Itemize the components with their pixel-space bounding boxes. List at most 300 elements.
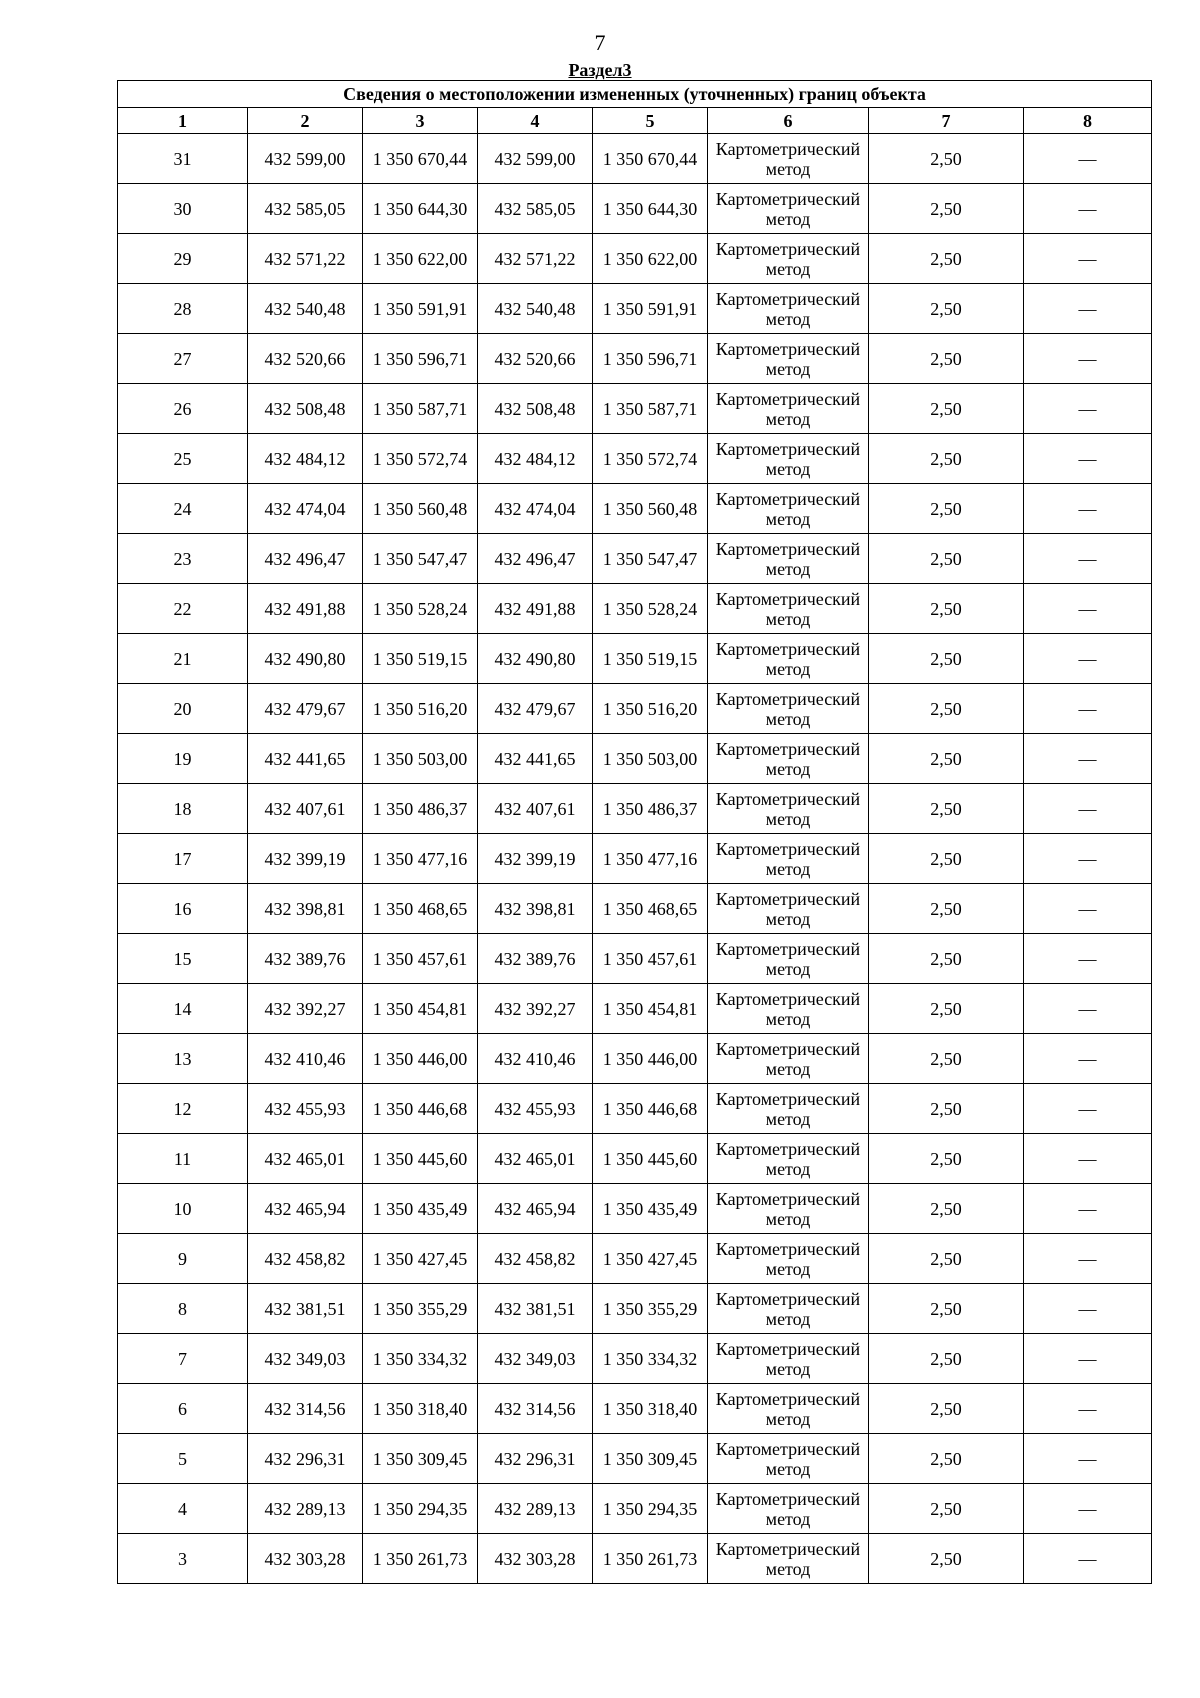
x-updated-cell: 432 496,47	[478, 534, 593, 584]
y-updated-cell: 1 350 446,68	[593, 1084, 708, 1134]
point-number-cell: 24	[118, 484, 248, 534]
y-existing-cell: 1 350 560,48	[363, 484, 478, 534]
note-cell: —	[1024, 884, 1152, 934]
y-updated-cell: 1 350 644,30	[593, 184, 708, 234]
table-row	[118, 384, 1152, 434]
y-existing-cell: 1 350 261,73	[363, 1534, 478, 1584]
note-cell: —	[1024, 1284, 1152, 1334]
note-cell: —	[1024, 1034, 1152, 1084]
y-updated-cell: 1 350 503,00	[593, 734, 708, 784]
note-cell: —	[1024, 184, 1152, 234]
method-text: Картометрический метод	[715, 1338, 861, 1379]
y-updated-cell: 1 350 516,20	[593, 684, 708, 734]
y-existing-cell: 1 350 334,32	[363, 1334, 478, 1384]
column-number-3: 3	[363, 108, 478, 134]
x-updated-cell: 432 540,48	[478, 284, 593, 334]
table-row	[118, 234, 1152, 284]
x-existing-cell: 432 490,80	[248, 634, 363, 684]
note-cell: —	[1024, 984, 1152, 1034]
table-row	[118, 834, 1152, 884]
point-number-cell: 6	[118, 1384, 248, 1434]
x-updated-cell: 432 465,01	[478, 1134, 593, 1184]
method-text: Картометрический метод	[715, 1238, 861, 1279]
x-updated-cell: 432 508,48	[478, 384, 593, 434]
y-existing-cell: 1 350 446,00	[363, 1034, 478, 1084]
accuracy-cell: 2,50	[869, 284, 1024, 334]
y-existing-cell: 1 350 572,74	[363, 434, 478, 484]
point-number-cell: 10	[118, 1184, 248, 1234]
point-number-cell: 18	[118, 784, 248, 834]
x-updated-cell: 432 458,82	[478, 1234, 593, 1284]
x-existing-cell: 432 474,04	[248, 484, 363, 534]
table-row	[118, 134, 1152, 184]
table-row	[118, 284, 1152, 334]
column-number-6: 6	[708, 108, 869, 134]
accuracy-cell: 2,50	[869, 1084, 1024, 1134]
x-existing-cell: 432 398,81	[248, 884, 363, 934]
point-number-cell: 19	[118, 734, 248, 784]
method-cell	[708, 1184, 869, 1234]
accuracy-cell: 2,50	[869, 184, 1024, 234]
point-number-cell: 15	[118, 934, 248, 984]
method-cell	[708, 484, 869, 534]
note-cell: —	[1024, 484, 1152, 534]
note-cell: —	[1024, 434, 1152, 484]
y-existing-cell: 1 350 454,81	[363, 984, 478, 1034]
note-cell: —	[1024, 734, 1152, 784]
y-existing-cell: 1 350 503,00	[363, 734, 478, 784]
y-updated-cell: 1 350 486,37	[593, 784, 708, 834]
method-cell	[708, 884, 869, 934]
point-number-cell: 21	[118, 634, 248, 684]
x-existing-cell: 432 465,01	[248, 1134, 363, 1184]
x-updated-cell: 432 585,05	[478, 184, 593, 234]
method-text: Картометрический метод	[715, 238, 861, 279]
note-cell: —	[1024, 584, 1152, 634]
note-cell: —	[1024, 384, 1152, 434]
x-existing-cell: 432 458,82	[248, 1234, 363, 1284]
point-number-cell: 30	[118, 184, 248, 234]
x-updated-cell: 432 410,46	[478, 1034, 593, 1084]
table-row	[118, 634, 1152, 684]
x-updated-cell: 432 289,13	[478, 1484, 593, 1534]
y-updated-cell: 1 350 445,60	[593, 1134, 708, 1184]
method-text: Картометрический метод	[715, 788, 861, 829]
method-cell	[708, 1284, 869, 1334]
y-existing-cell: 1 350 587,71	[363, 384, 478, 434]
point-number-cell: 12	[118, 1084, 248, 1134]
method-text: Картометрический метод	[715, 1138, 861, 1179]
accuracy-cell: 2,50	[869, 484, 1024, 534]
y-existing-cell: 1 350 644,30	[363, 184, 478, 234]
y-updated-cell: 1 350 457,61	[593, 934, 708, 984]
accuracy-cell: 2,50	[869, 934, 1024, 984]
table-row	[118, 734, 1152, 784]
method-cell	[708, 984, 869, 1034]
y-existing-cell: 1 350 457,61	[363, 934, 478, 984]
method-text: Картометрический метод	[715, 1538, 861, 1579]
column-number-1: 1	[118, 108, 248, 134]
method-text: Картометрический метод	[715, 1188, 861, 1229]
note-cell: —	[1024, 1234, 1152, 1284]
table-row	[118, 1134, 1152, 1184]
point-number-cell: 13	[118, 1034, 248, 1084]
accuracy-cell: 2,50	[869, 334, 1024, 384]
x-existing-cell: 432 407,61	[248, 784, 363, 834]
y-updated-cell: 1 350 355,29	[593, 1284, 708, 1334]
table-row	[118, 1334, 1152, 1384]
method-cell	[708, 734, 869, 784]
x-existing-cell: 432 465,94	[248, 1184, 363, 1234]
method-text: Картометрический метод	[715, 888, 861, 929]
x-existing-cell: 432 314,56	[248, 1384, 363, 1434]
method-cell	[708, 434, 869, 484]
accuracy-cell: 2,50	[869, 1234, 1024, 1284]
method-text: Картометрический метод	[715, 338, 861, 379]
y-updated-cell: 1 350 477,16	[593, 834, 708, 884]
point-number-cell: 5	[118, 1434, 248, 1484]
note-cell: —	[1024, 134, 1152, 184]
x-updated-cell: 432 599,00	[478, 134, 593, 184]
x-updated-cell: 432 441,65	[478, 734, 593, 784]
y-existing-cell: 1 350 622,00	[363, 234, 478, 284]
accuracy-cell: 2,50	[869, 234, 1024, 284]
point-number-cell: 11	[118, 1134, 248, 1184]
table-row	[118, 184, 1152, 234]
note-cell: —	[1024, 834, 1152, 884]
method-text: Картометрический метод	[715, 188, 861, 229]
method-cell	[708, 284, 869, 334]
note-cell: —	[1024, 684, 1152, 734]
method-text: Картометрический метод	[715, 388, 861, 429]
method-text: Картометрический метод	[715, 1488, 861, 1529]
table-row	[118, 1384, 1152, 1434]
method-cell	[708, 1034, 869, 1084]
note-cell: —	[1024, 334, 1152, 384]
table-row	[118, 684, 1152, 734]
note-cell: —	[1024, 1484, 1152, 1534]
method-cell	[708, 334, 869, 384]
accuracy-cell: 2,50	[869, 1534, 1024, 1584]
accuracy-cell: 2,50	[869, 1484, 1024, 1534]
x-existing-cell: 432 571,22	[248, 234, 363, 284]
accuracy-cell: 2,50	[869, 1034, 1024, 1084]
y-updated-cell: 1 350 468,65	[593, 884, 708, 934]
note-cell: —	[1024, 1434, 1152, 1484]
table-row	[118, 1434, 1152, 1484]
accuracy-cell: 2,50	[869, 684, 1024, 734]
x-existing-cell: 432 491,88	[248, 584, 363, 634]
accuracy-cell: 2,50	[869, 434, 1024, 484]
method-cell	[708, 534, 869, 584]
y-existing-cell: 1 350 519,15	[363, 634, 478, 684]
x-existing-cell: 432 496,47	[248, 534, 363, 584]
y-updated-cell: 1 350 446,00	[593, 1034, 708, 1084]
y-existing-cell: 1 350 670,44	[363, 134, 478, 184]
method-text: Картометрический метод	[715, 738, 861, 779]
point-number-cell: 16	[118, 884, 248, 934]
x-existing-cell: 432 296,31	[248, 1434, 363, 1484]
x-existing-cell: 432 599,00	[248, 134, 363, 184]
table-row	[118, 334, 1152, 384]
y-updated-cell: 1 350 587,71	[593, 384, 708, 434]
accuracy-cell: 2,50	[869, 534, 1024, 584]
y-updated-cell: 1 350 591,91	[593, 284, 708, 334]
table-row	[118, 1184, 1152, 1234]
method-text: Картометрический метод	[715, 1288, 861, 1329]
method-text: Картометрический метод	[715, 588, 861, 629]
method-cell	[708, 384, 869, 434]
point-number-cell: 17	[118, 834, 248, 884]
x-updated-cell: 432 389,76	[478, 934, 593, 984]
method-text: Картометрический метод	[715, 488, 861, 529]
y-updated-cell: 1 350 435,49	[593, 1184, 708, 1234]
x-existing-cell: 432 508,48	[248, 384, 363, 434]
x-existing-cell: 432 399,19	[248, 834, 363, 884]
note-cell: —	[1024, 1184, 1152, 1234]
x-existing-cell: 432 392,27	[248, 984, 363, 1034]
note-cell: —	[1024, 1134, 1152, 1184]
method-text: Картометрический метод	[715, 838, 861, 879]
method-text: Картометрический метод	[715, 1088, 861, 1129]
method-text: Картометрический метод	[715, 1038, 861, 1079]
table-row	[118, 534, 1152, 584]
coordinates-table	[117, 80, 1152, 1584]
method-cell	[708, 784, 869, 834]
x-updated-cell: 432 455,93	[478, 1084, 593, 1134]
y-updated-cell: 1 350 454,81	[593, 984, 708, 1034]
note-cell: —	[1024, 1534, 1152, 1584]
method-cell	[708, 134, 869, 184]
table-row	[118, 584, 1152, 634]
method-cell	[708, 1234, 869, 1284]
table-row	[118, 1034, 1152, 1084]
page-number: 7	[594, 30, 606, 55]
method-cell	[708, 1334, 869, 1384]
accuracy-cell: 2,50	[869, 784, 1024, 834]
point-number-cell: 31	[118, 134, 248, 184]
y-existing-cell: 1 350 446,68	[363, 1084, 478, 1134]
x-updated-cell: 432 491,88	[478, 584, 593, 634]
y-updated-cell: 1 350 622,00	[593, 234, 708, 284]
accuracy-cell: 2,50	[869, 634, 1024, 684]
y-updated-cell: 1 350 334,32	[593, 1334, 708, 1384]
method-cell	[708, 1484, 869, 1534]
method-text: Картометрический метод	[715, 1388, 861, 1429]
y-updated-cell: 1 350 572,74	[593, 434, 708, 484]
y-existing-cell: 1 350 486,37	[363, 784, 478, 834]
table-body	[118, 134, 1152, 1584]
y-existing-cell: 1 350 547,47	[363, 534, 478, 584]
y-existing-cell: 1 350 468,65	[363, 884, 478, 934]
point-number-cell: 27	[118, 334, 248, 384]
x-updated-cell: 432 520,66	[478, 334, 593, 384]
table-row	[118, 434, 1152, 484]
y-existing-cell: 1 350 427,45	[363, 1234, 478, 1284]
y-existing-cell: 1 350 294,35	[363, 1484, 478, 1534]
x-existing-cell: 432 484,12	[248, 434, 363, 484]
accuracy-cell: 2,50	[869, 134, 1024, 184]
y-updated-cell: 1 350 596,71	[593, 334, 708, 384]
note-cell: —	[1024, 934, 1152, 984]
x-existing-cell: 432 303,28	[248, 1534, 363, 1584]
note-cell: —	[1024, 784, 1152, 834]
x-updated-cell: 432 398,81	[478, 884, 593, 934]
y-existing-cell: 1 350 528,24	[363, 584, 478, 634]
x-updated-cell: 432 407,61	[478, 784, 593, 834]
x-existing-cell: 432 455,93	[248, 1084, 363, 1134]
table-row	[118, 1284, 1152, 1334]
method-cell	[708, 584, 869, 634]
x-existing-cell: 432 389,76	[248, 934, 363, 984]
point-number-cell: 14	[118, 984, 248, 1034]
y-existing-cell: 1 350 445,60	[363, 1134, 478, 1184]
note-cell: —	[1024, 634, 1152, 684]
method-cell	[708, 834, 869, 884]
x-existing-cell: 432 441,65	[248, 734, 363, 784]
method-cell	[708, 184, 869, 234]
table-row	[118, 1234, 1152, 1284]
y-updated-cell: 1 350 528,24	[593, 584, 708, 634]
accuracy-cell: 2,50	[869, 1284, 1024, 1334]
method-cell	[708, 1384, 869, 1434]
y-existing-cell: 1 350 435,49	[363, 1184, 478, 1234]
y-existing-cell: 1 350 318,40	[363, 1384, 478, 1434]
method-text: Картометрический метод	[715, 638, 861, 679]
accuracy-cell: 2,50	[869, 984, 1024, 1034]
point-number-cell: 3	[118, 1534, 248, 1584]
note-cell: —	[1024, 534, 1152, 584]
y-existing-cell: 1 350 596,71	[363, 334, 478, 384]
y-existing-cell: 1 350 516,20	[363, 684, 478, 734]
accuracy-cell: 2,50	[869, 884, 1024, 934]
section-title: Раздел3	[568, 60, 632, 80]
x-existing-cell: 432 540,48	[248, 284, 363, 334]
method-cell	[708, 1434, 869, 1484]
table-caption: Сведения о местоположении измененных (уточненных) границ объекта	[118, 81, 1152, 108]
method-text: Картометрический метод	[715, 288, 861, 329]
method-text: Картометрический метод	[715, 938, 861, 979]
x-existing-cell: 432 410,46	[248, 1034, 363, 1084]
x-existing-cell: 432 520,66	[248, 334, 363, 384]
table-row	[118, 1534, 1152, 1584]
note-cell: —	[1024, 1384, 1152, 1434]
point-number-cell: 4	[118, 1484, 248, 1534]
y-updated-cell: 1 350 519,15	[593, 634, 708, 684]
table-row	[118, 984, 1152, 1034]
x-existing-cell: 432 349,03	[248, 1334, 363, 1384]
x-updated-cell: 432 490,80	[478, 634, 593, 684]
y-updated-cell: 1 350 294,35	[593, 1484, 708, 1534]
x-existing-cell: 432 289,13	[248, 1484, 363, 1534]
method-text: Картометрический метод	[715, 688, 861, 729]
note-cell: —	[1024, 234, 1152, 284]
x-updated-cell: 432 474,04	[478, 484, 593, 534]
method-cell	[708, 1534, 869, 1584]
table-row	[118, 1484, 1152, 1534]
y-updated-cell: 1 350 309,45	[593, 1434, 708, 1484]
method-text: Картометрический метод	[715, 438, 861, 479]
point-number-cell: 28	[118, 284, 248, 334]
x-updated-cell: 432 349,03	[478, 1334, 593, 1384]
y-updated-cell: 1 350 560,48	[593, 484, 708, 534]
note-cell: —	[1024, 1084, 1152, 1134]
y-existing-cell: 1 350 309,45	[363, 1434, 478, 1484]
x-updated-cell: 432 314,56	[478, 1384, 593, 1434]
column-number-row	[118, 108, 1152, 134]
table-row	[118, 934, 1152, 984]
x-existing-cell: 432 479,67	[248, 684, 363, 734]
column-number-7: 7	[869, 108, 1024, 134]
point-number-cell: 22	[118, 584, 248, 634]
y-updated-cell: 1 350 427,45	[593, 1234, 708, 1284]
x-updated-cell: 432 296,31	[478, 1434, 593, 1484]
x-updated-cell: 432 399,19	[478, 834, 593, 884]
x-updated-cell: 432 571,22	[478, 234, 593, 284]
x-updated-cell: 432 381,51	[478, 1284, 593, 1334]
method-text: Картометрический метод	[715, 1438, 861, 1479]
accuracy-cell: 2,50	[869, 734, 1024, 784]
accuracy-cell: 2,50	[869, 834, 1024, 884]
point-number-cell: 25	[118, 434, 248, 484]
column-number-4: 4	[478, 108, 593, 134]
accuracy-cell: 2,50	[869, 1384, 1024, 1434]
method-cell	[708, 684, 869, 734]
table-row	[118, 884, 1152, 934]
point-number-cell: 23	[118, 534, 248, 584]
accuracy-cell: 2,50	[869, 584, 1024, 634]
accuracy-cell: 2,50	[869, 384, 1024, 434]
column-number-5: 5	[593, 108, 708, 134]
accuracy-cell: 2,50	[869, 1334, 1024, 1384]
x-updated-cell: 432 303,28	[478, 1534, 593, 1584]
point-number-cell: 20	[118, 684, 248, 734]
y-existing-cell: 1 350 355,29	[363, 1284, 478, 1334]
point-number-cell: 29	[118, 234, 248, 284]
y-existing-cell: 1 350 477,16	[363, 834, 478, 884]
method-cell	[708, 1084, 869, 1134]
note-cell: —	[1024, 1334, 1152, 1384]
y-existing-cell: 1 350 591,91	[363, 284, 478, 334]
point-number-cell: 9	[118, 1234, 248, 1284]
method-cell	[708, 234, 869, 284]
method-cell	[708, 934, 869, 984]
x-existing-cell: 432 585,05	[248, 184, 363, 234]
x-existing-cell: 432 381,51	[248, 1284, 363, 1334]
method-text: Картометрический метод	[715, 988, 861, 1029]
x-updated-cell: 432 479,67	[478, 684, 593, 734]
method-text: Картометрический метод	[715, 138, 861, 179]
note-cell: —	[1024, 284, 1152, 334]
table-row	[118, 1084, 1152, 1134]
accuracy-cell: 2,50	[869, 1434, 1024, 1484]
method-text: Картометрический метод	[715, 538, 861, 579]
accuracy-cell: 2,50	[869, 1134, 1024, 1184]
x-updated-cell: 432 392,27	[478, 984, 593, 1034]
point-number-cell: 7	[118, 1334, 248, 1384]
y-updated-cell: 1 350 318,40	[593, 1384, 708, 1434]
point-number-cell: 26	[118, 384, 248, 434]
point-number-cell: 8	[118, 1284, 248, 1334]
x-updated-cell: 432 465,94	[478, 1184, 593, 1234]
x-updated-cell: 432 484,12	[478, 434, 593, 484]
accuracy-cell: 2,50	[869, 1184, 1024, 1234]
y-updated-cell: 1 350 670,44	[593, 134, 708, 184]
y-updated-cell: 1 350 547,47	[593, 534, 708, 584]
method-cell	[708, 634, 869, 684]
column-number-2: 2	[248, 108, 363, 134]
column-number-8: 8	[1024, 108, 1152, 134]
